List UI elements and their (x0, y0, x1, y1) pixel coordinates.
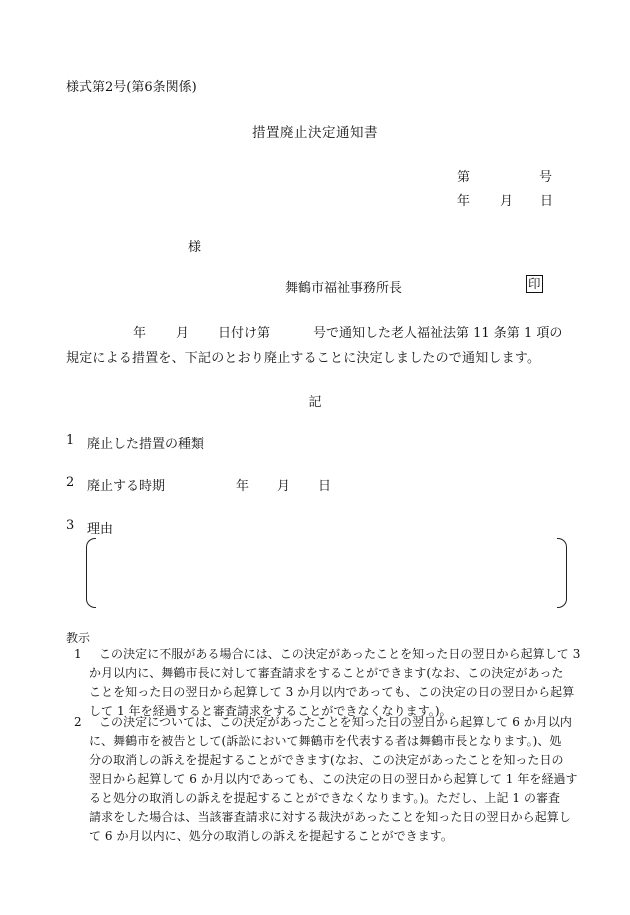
instruction-number: 1 (74, 647, 82, 661)
document-number-prefix: 第 (457, 170, 471, 185)
body-line1-rest: 号で通知した老人福祉法第 11 条第 1 項の (313, 326, 563, 341)
instruction-line: この決定については、この決定があったことを知った日の翌日から起算して 6 か月以内 (99, 715, 572, 729)
ki-heading: 記 (308, 395, 322, 410)
item-label: 廃止した措置の種類 (87, 437, 205, 452)
issue-date-day: 日 (540, 194, 554, 209)
body-line2: 規定による措置を、下記のとおり廃止することに決定しましたので通知します。 (66, 351, 541, 366)
instruction-line: して 1 年を経過すると審査請求をすることができなくなります。)。 (89, 704, 452, 718)
reason-box-right-bracket (557, 538, 567, 608)
form-number-label: 様式第2号(第6条関係) (66, 80, 197, 95)
abolish-date-month: 月 (277, 479, 291, 494)
recipient-honorific: 様 (188, 240, 202, 255)
instruction-number: 2 (74, 715, 82, 729)
instruction-line: ことを知った日の翌日から起算して 3 か月以内であっても、この決定の日の翌日から起算 (89, 685, 575, 699)
reason-box-left-bracket (86, 538, 96, 608)
item-number: 1 (66, 433, 75, 448)
abolish-date-year: 年 (236, 479, 250, 494)
instruction-line: 分の取消しの訴えを提起することができます(なお、この決定があったことを知った日の (89, 753, 564, 767)
item-number: 2 (66, 475, 75, 490)
instruction-line: に、舞鶴市を被告として(訴訟において舞鶴市を代表する者は舞鶴市長となります。)、処 (89, 734, 562, 748)
body-year: 年 (133, 326, 147, 341)
instruction-line: 請求をした場合は、当該審査請求に対する裁決があったことを知った日の翌日から起算し (89, 810, 571, 824)
instruction-line: て 6 か月以内に、処分の取消しの訴えを提起することができます。 (89, 829, 453, 843)
abolish-date-day: 日 (318, 479, 332, 494)
item-label: 廃止する時期 (87, 479, 166, 494)
body-month: 月 (176, 326, 190, 341)
instruction-line: この決定に不服がある場合には、この決定があったことを知った日の翌日から起算して 3 (99, 647, 581, 661)
document-title: 措置廃止決定通知書 (252, 125, 378, 141)
instruction-line: 翌日から起算して 6 か月以内であっても、この決定の日の翌日から起算して 1 年を経過す (89, 772, 578, 786)
item-label: 理由 (87, 522, 114, 537)
item-number: 3 (66, 518, 75, 533)
issue-date-month: 月 (500, 194, 514, 209)
seal-stamp-mark: 印 (528, 276, 541, 291)
instruction-line: か月以内に、舞鶴市長に対して審査請求をすることができます(なお、この決定があった (89, 666, 564, 680)
instruction-heading: 教示 (66, 631, 91, 645)
sender-name: 舞鶴市福祉事務所長 (285, 281, 403, 296)
instruction-line: ると処分の取消しの訴えを提起することができなくなります。)。ただし、上記 1 の審査 (89, 791, 561, 805)
document-number-suffix: 号 (539, 170, 553, 185)
body-dated-number: 日付け第 (218, 326, 271, 341)
issue-date-year: 年 (457, 194, 471, 209)
